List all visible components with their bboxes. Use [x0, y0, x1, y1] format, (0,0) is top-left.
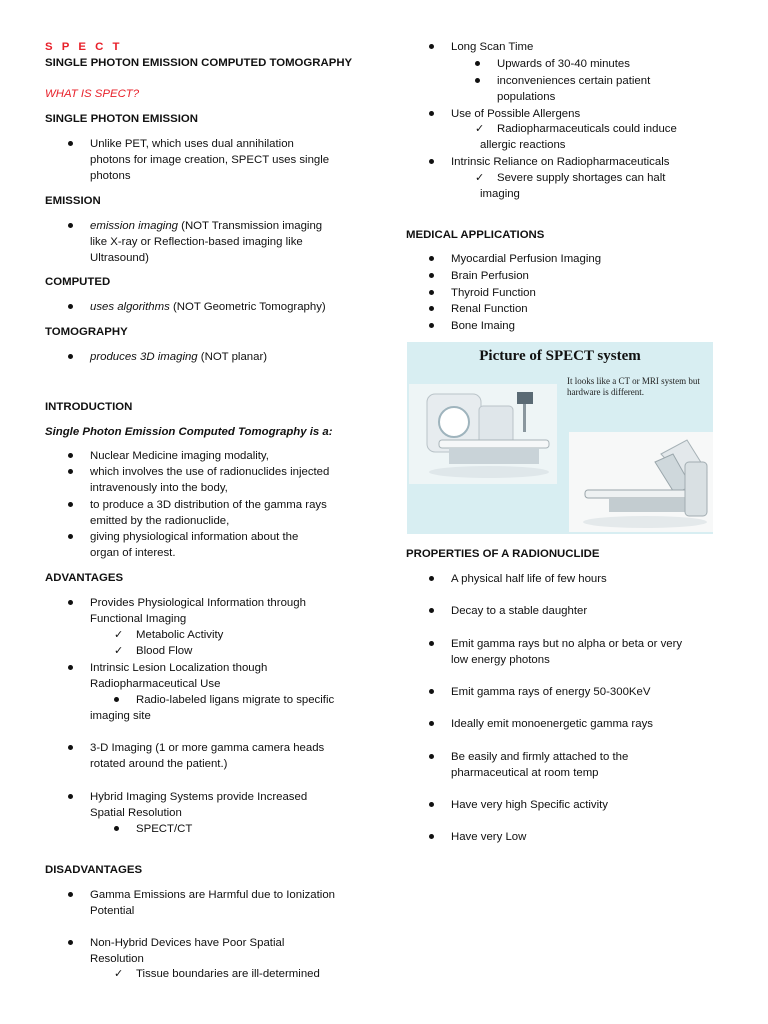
emphasis: emission imaging: [90, 220, 178, 232]
computed-heading: COMPUTED: [45, 276, 111, 288]
list-item: Thyroid Function: [451, 287, 536, 299]
list-item-cont: rotated around the patient.): [90, 758, 228, 770]
list-text: (NOT planar): [197, 351, 268, 363]
spect-system-picture: [407, 342, 713, 534]
list-item: Emit gamma rays but no alpha or beta or very: [451, 638, 683, 650]
list-item: Decay to a stable daughter: [451, 605, 588, 617]
list-item: Ideally emit monoenergetic gamma rays: [451, 718, 653, 730]
what-is-heading: WHAT IS SPECT?: [45, 88, 140, 100]
list-item: Be easily and firmly attached to the: [451, 751, 629, 763]
tomography-heading: TOMOGRAPHY: [45, 326, 128, 338]
list-item: Renal Function: [451, 303, 528, 315]
list-item-cont: allergic reactions: [480, 139, 566, 151]
list-item: Hybrid Imaging Systems provide Increased: [90, 791, 308, 803]
list-item: Have very high Specific activity: [451, 799, 608, 811]
list-item: [90, 218, 322, 234]
list-item-cont: emitted by the radionuclide,: [90, 515, 230, 527]
picture-title: Picture of SPECT system: [479, 348, 641, 364]
medical-applications-heading: MEDICAL APPLICATIONS: [406, 229, 545, 241]
list-item: A physical half life of few hours: [451, 573, 607, 585]
spect-scanner-image-2: [569, 432, 713, 532]
intro-lead: Single Photon Emission Computed Tomography is a:: [45, 426, 333, 438]
list-item: giving physiological information about the: [90, 531, 299, 543]
list-item: 3-D Imaging (1 or more gamma camera heads: [90, 742, 325, 754]
list-item: Bone Imaing: [451, 320, 515, 332]
emphasis: uses algorithms: [90, 301, 170, 313]
list-item: Unlike PET, which uses dual annihilation: [90, 138, 294, 150]
list-item-cont: Spatial Resolution: [90, 807, 182, 819]
document-title: S P E C T: [45, 41, 123, 53]
list-item: Non-Hybrid Devices have Poor Spatial: [90, 937, 285, 949]
check-item: ✓ Radiopharmaceuticals could induce: [497, 121, 677, 137]
check-item: ✓ Metabolic Activity: [136, 627, 223, 643]
single-photon-heading: SINGLE PHOTON EMISSION: [45, 113, 198, 125]
properties-heading: PROPERTIES OF A RADIONUCLIDE: [406, 548, 600, 560]
list-item: Myocardial Perfusion Imaging: [451, 253, 602, 265]
list-item-cont: intravenously into the body,: [90, 482, 228, 494]
emphasis: produces 3D imaging: [90, 351, 198, 363]
list-item-cont: populations: [497, 91, 556, 103]
list-item-cont: Functional Imaging: [90, 613, 187, 625]
list-item: Emit gamma rays of energy 50-300KeV: [451, 686, 651, 698]
list-item-cont: organ of interest.: [90, 547, 176, 559]
disadvantages-heading: DISADVANTAGES: [45, 864, 143, 876]
sub-list-item: Radio-labeled ligans migrate to specific: [136, 694, 335, 706]
list-text: (NOT Transmission imaging: [178, 220, 323, 232]
list-text: (NOT Geometric Tomography): [169, 301, 326, 313]
list-item: Brain Perfusion: [451, 270, 529, 282]
list-item: Have very Low: [451, 831, 527, 843]
list-item: which involves the use of radionuclides injected: [90, 466, 330, 478]
sub-list-item: inconveniences certain patient: [497, 75, 651, 87]
list-item-cont: Radiopharmaceutical Use: [90, 678, 221, 690]
scanner-illustration-1: [409, 384, 557, 484]
list-item-cont: imaging site: [90, 710, 151, 722]
list-item: [90, 349, 267, 365]
emission-heading: EMISSION: [45, 195, 101, 207]
list-item-cont: Resolution: [90, 953, 144, 965]
list-item: Intrinsic Reliance on Radiopharmaceuticals: [451, 156, 670, 168]
list-item-cont: like X-ray or Reflection-based imaging like: [90, 236, 303, 248]
list-item: Nuclear Medicine imaging modality,: [90, 450, 269, 462]
list-item-cont: photons: [90, 170, 131, 182]
list-item-cont: Ultrasound): [90, 252, 149, 264]
list-item: Intrinsic Lesion Localization though: [90, 662, 268, 674]
sub-list-item: SPECT/CT: [136, 823, 193, 835]
list-item-cont: Potential: [90, 905, 135, 917]
scanner-illustration-2: [569, 432, 713, 532]
document-subtitle: SINGLE PHOTON EMISSION COMPUTED TOMOGRAPHY: [45, 57, 353, 69]
list-item: Gamma Emissions are Harmful due to Ionization: [90, 889, 335, 901]
list-item: [90, 299, 326, 315]
list-item-cont: imaging: [480, 188, 520, 200]
check-item: ✓ Severe supply shortages can halt: [497, 170, 665, 186]
check-item: ✓ Blood Flow: [136, 643, 192, 659]
list-item: Use of Possible Allergens: [451, 108, 581, 120]
introduction-heading: INTRODUCTION: [45, 401, 133, 413]
list-item: to produce a 3D distribution of the gamma rays: [90, 499, 327, 511]
list-item-cont: photons for image creation, SPECT uses single: [90, 154, 330, 166]
spect-scanner-image-1: [409, 384, 557, 484]
list-item: Provides Physiological Information through: [90, 597, 306, 609]
list-item-cont: low energy photons: [451, 654, 550, 666]
list-item: Long Scan Time: [451, 41, 534, 53]
list-item-cont: pharmaceutical at room temp: [451, 767, 599, 779]
check-item: ✓ Tissue boundaries are ill-determined: [136, 966, 320, 982]
advantages-heading: ADVANTAGES: [45, 572, 124, 584]
picture-note: It looks like a CT or MRI system but hardware is different.: [567, 376, 700, 397]
sub-list-item: Upwards of 30-40 minutes: [497, 58, 630, 70]
